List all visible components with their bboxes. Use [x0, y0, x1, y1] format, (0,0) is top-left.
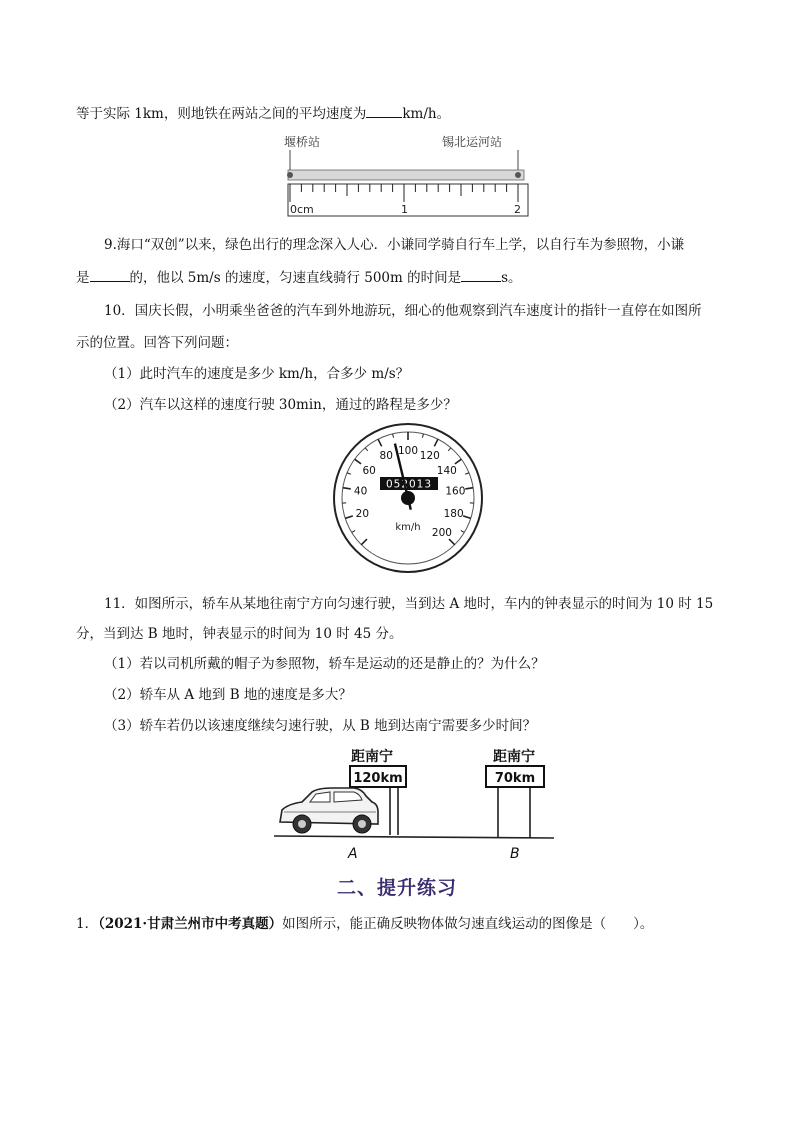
q10-sub1: （1）此时汽车的速度是多少 km/h，合多少 m/s？ [104, 366, 410, 382]
q11-line1: 11．如图所示，轿车从某地往南宁方向匀速行驶，当到达 A 地时，车内的钟表显示的时间为 10 时 15 [104, 596, 714, 612]
answer-blank[interactable] [90, 268, 130, 282]
q9-line2: 是 的，他以 5m/s 的速度，匀速直线骑行 500m 的时间是 s。 [76, 270, 522, 286]
sign-a-value: 120km [353, 771, 403, 786]
q11-sub2: （2）轿车从 A 地到 B 地的速度是多大？ [104, 687, 352, 703]
speedometer-label: 100 [397, 445, 419, 457]
ruler-tick-0: 0cm [290, 203, 314, 216]
speedometer-label: 180 [443, 507, 464, 520]
q10-line2: 示的位置。回答下列问题： [76, 335, 238, 351]
answer-blank[interactable] [461, 268, 501, 282]
q11-line2: 分，当到达 B 地时，钟表显示的时间为 10 时 45 分。 [76, 626, 403, 642]
car-icon [280, 788, 378, 833]
sign-b-value: 70km [494, 771, 536, 786]
problem-1-source: （2021·甘肃兰州市中考真题） [98, 916, 283, 932]
speedometer-label: 60 [362, 464, 376, 477]
speedometer-label: 160 [445, 485, 466, 498]
q9-line1: 9.海口“双创”以来，绿色出行的理念深入人心．小谦同学骑自行车上学，以自行车为参照物，小谦 [104, 237, 685, 253]
station-right-label: 锡北运河站 [442, 135, 503, 149]
q10-line1: 10．国庆长假，小明乘坐爸爸的汽车到外地游玩，细心的他观察到汽车速度计的指针一直停在如图所 [104, 303, 702, 319]
speedometer-label: 200 [431, 526, 452, 539]
q11-sub1: （1）若以司机所戴的帽子为参照物，轿车是运动的还是静止的？为什么？ [104, 656, 545, 672]
ruler-tick-2: 2 [514, 203, 521, 216]
speedometer-label: 80 [379, 450, 393, 463]
point-a-label: A [348, 846, 358, 862]
answer-blank[interactable] [366, 104, 402, 118]
section-title: 二、提升练习 [336, 877, 457, 899]
car-road-signs-figure [274, 742, 554, 864]
sign-a-title: 距南宁 [351, 749, 393, 765]
q11-sub3: （3）轿车若仍以该速度继续匀速行驶，从 B 地到达南宁需要多少时间？ [104, 718, 537, 734]
speedometer-unit: km/h [395, 522, 421, 533]
problem-1-line: 1．（2021·甘肃兰州市中考真题）如图所示，能正确反映物体做匀速直线运动的图像是（ ）。 [76, 916, 654, 932]
q8-tail-line: 等于实际 1km，则地铁在两站之间的平均速度为 km/h。 [76, 106, 451, 122]
odometer-display: 052013 [385, 478, 433, 491]
point-b-label: B [510, 846, 520, 862]
speedometer-label: 40 [353, 485, 368, 498]
speedometer-label: 120 [419, 450, 440, 463]
sign-b-title: 距南宁 [493, 749, 535, 765]
speedometer-figure [330, 420, 486, 576]
ruler-figure [282, 130, 534, 222]
speedometer-label: 140 [436, 464, 457, 477]
station-left-label: 堰桥站 [284, 135, 321, 149]
ruler-tick-1: 1 [401, 203, 408, 216]
speedometer-label: 20 [355, 507, 370, 520]
q10-sub2: （2）汽车以这样的速度行驶 30min，通过的路程是多少？ [104, 397, 457, 413]
